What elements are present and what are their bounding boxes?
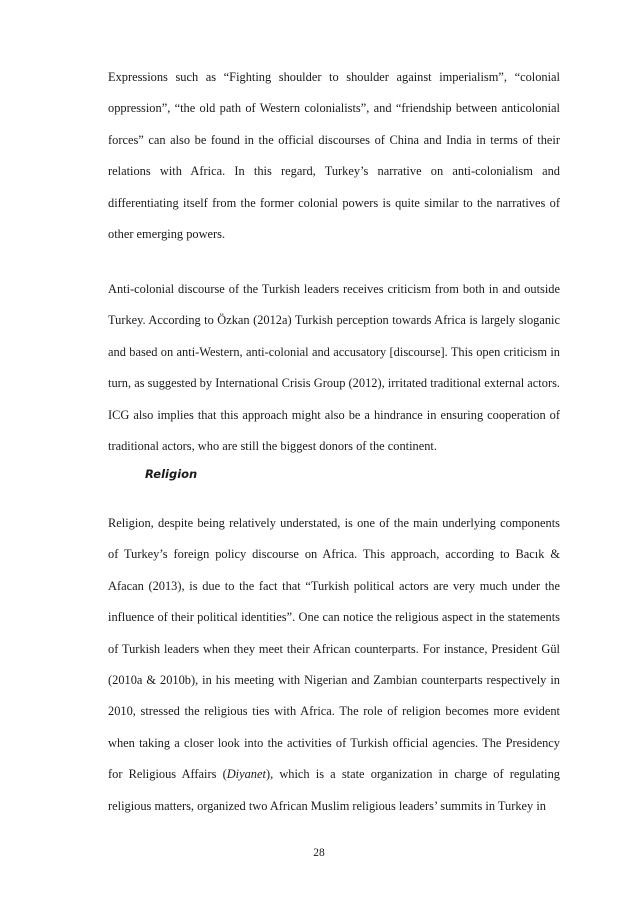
paragraph-religion bbox=[108, 508, 560, 822]
religion-text-part2: ), which is a state organization in charge of regulating religious matters, organized two African Muslim religious leaders’ summits in Turkey in bbox=[108, 767, 560, 813]
page-number: 28 bbox=[313, 847, 325, 859]
religion-text-diyanet: Diyanet bbox=[226, 767, 266, 782]
section-heading-religion: Religion bbox=[145, 467, 198, 481]
religion-text-part1: Religion, despite being relatively understated, is one of the main underlying components of Turkey’s foreign policy discourse on Africa. This approach, according to Bacık & Afacan (2013), is due to the fact that “Turkish political actors are very much under the influence of their political identities”. One can notice the religious aspect in the statements of Turkish leaders when they meet their African counterparts. For instance, President Gül (2010a & 2010b), in his meeting with Nigerian and Zambian counterparts respectively in 2010, stressed the religious ties with Africa. The role of religion becomes more evident when taking a closer look into the activities of Turkish official agencies. The Presidency for Religious Affairs ( bbox=[108, 516, 560, 782]
paragraph-anticolonial-criticism: Anti-colonial discourse of the Turkish leaders receives criticism from both in and outside Turkey. According to Özkan (2012a) Turkish perception towards Africa is largely sloganic and based on anti-Western, anti-colonial and accusatory [discourse]. This open criticism in turn, as suggested by International Crisis Group (2012), irritated traditional external actors. ICG also implies that this approach might also be a hindrance in ensuring cooperation of traditional actors, who are still the biggest donors of the continent. bbox=[108, 282, 560, 454]
paragraph-anticolonial-expressions: Expressions such as “Fighting shoulder to shoulder against imperialism”, “colonial oppression”, “the old path of Western colonialists”, and “friendship between anticolonial forces” can also be found in the official discourses of China and India in terms of their relations with Africa. In this regard, Turkey’s narrative on anti-colonialism and differentiating itself from the former colonial powers is quite similar to the narratives of other emerging powers. bbox=[108, 70, 560, 242]
